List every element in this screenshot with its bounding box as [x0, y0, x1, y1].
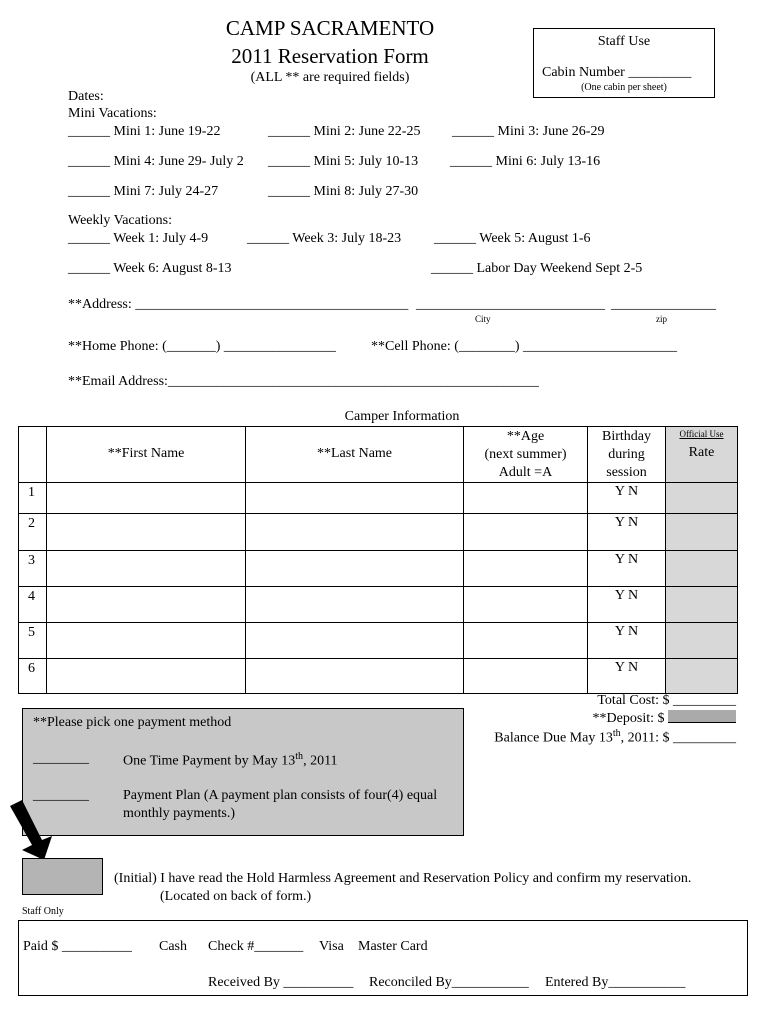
last-name-cell[interactable] [246, 483, 464, 514]
birthday-yn[interactable]: Y N [588, 623, 666, 659]
camper-header-row [19, 427, 738, 483]
week-option-5[interactable]: ______ Week 5: August 1-6 [434, 231, 591, 246]
camper-row [19, 659, 738, 694]
rate-header: Official Use Rate [666, 427, 738, 483]
rate-cell [666, 587, 738, 623]
row-number: 5 [19, 623, 47, 659]
week-option-6[interactable]: ______ Week 6: August 8-13 [68, 261, 232, 276]
received-by-field[interactable]: Received By __________ [208, 975, 354, 990]
birthday-yn[interactable]: Y N [588, 551, 666, 587]
mastercard-option[interactable]: Master Card [358, 939, 428, 954]
first-name-cell[interactable] [47, 623, 246, 659]
first-name-cell[interactable] [47, 587, 246, 623]
zip-label: zip [656, 314, 667, 324]
deposit-label: **Deposit: $ [592, 711, 668, 726]
number-header [19, 427, 47, 483]
visa-option[interactable]: Visa [319, 939, 344, 954]
last-name-cell[interactable] [246, 587, 464, 623]
mini-option-5[interactable]: ______ Mini 5: July 10-13 [268, 154, 419, 169]
required-note: (ALL ** are required fields) [250, 70, 410, 85]
first-name-cell[interactable] [47, 483, 246, 514]
mini-option-2[interactable]: ______ Mini 2: June 22-25 [268, 124, 421, 139]
rate-cell [666, 623, 738, 659]
form-title: CAMP SACRAMENTO [225, 16, 435, 40]
form-subtitle: 2011 Reservation Form [231, 44, 429, 68]
one-time-blank[interactable]: ________ [33, 751, 89, 766]
age-cell[interactable] [464, 623, 588, 659]
mini-option-6[interactable]: ______ Mini 6: July 13-16 [450, 154, 601, 169]
camper-row [19, 514, 738, 551]
city-field[interactable]: ___________________________ [416, 297, 605, 312]
staff-only-label: Staff Only [22, 906, 64, 917]
camper-row [19, 483, 738, 514]
deposit-shaded-blank [668, 710, 736, 723]
rate-cell [666, 659, 738, 694]
weekly-vacations-label: Weekly Vacations: [68, 213, 172, 228]
camper-table [18, 426, 738, 694]
paid-field[interactable]: Paid $ __________ [23, 939, 132, 954]
one-time-payment-option: One Time Payment by May 13th, 2011 [123, 751, 338, 769]
age-cell[interactable] [464, 659, 588, 694]
week-option-1[interactable]: ______ Week 1: July 4-9 [68, 231, 209, 246]
birthday-yn[interactable]: Y N [588, 659, 666, 694]
cabin-number-field[interactable]: Cabin Number _________ [542, 65, 692, 80]
rate-cell [666, 514, 738, 551]
row-number: 1 [19, 483, 47, 514]
camper-row [19, 623, 738, 659]
age-cell[interactable] [464, 587, 588, 623]
age-cell[interactable] [464, 483, 588, 514]
reconciled-by-field[interactable]: Reconciled By___________ [369, 975, 529, 990]
initial-box[interactable] [22, 858, 103, 895]
last-name-cell[interactable] [246, 659, 464, 694]
zip-field[interactable]: _______________ [611, 297, 716, 312]
last-name-cell[interactable] [246, 623, 464, 659]
first-name-header: **First Name [47, 427, 246, 483]
arrow-down-icon [2, 798, 64, 862]
camper-row [19, 551, 738, 587]
cell-phone-field[interactable]: **Cell Phone: (________) ______________________ [371, 339, 678, 354]
cabin-note: (One cabin per sheet) [581, 82, 667, 93]
balance-due[interactable]: Balance Due May 13th, 2011: $ _________ [494, 728, 736, 746]
row-number: 6 [19, 659, 47, 694]
birthday-yn[interactable]: Y N [588, 514, 666, 551]
total-cost[interactable]: Total Cost: $ _________ [597, 693, 736, 708]
dates-label: Dates: [68, 89, 104, 104]
first-name-cell[interactable] [47, 659, 246, 694]
labor-day-option[interactable]: ______ Labor Day Weekend Sept 2-5 [431, 261, 643, 276]
last-name-cell[interactable] [246, 514, 464, 551]
home-phone-field[interactable]: **Home Phone: (_______) ________________ [68, 339, 336, 354]
row-number: 3 [19, 551, 47, 587]
week-option-3[interactable]: ______ Week 3: July 18-23 [247, 231, 402, 246]
row-number: 2 [19, 514, 47, 551]
birthday-header: Birthday during session [588, 427, 666, 483]
cash-option[interactable]: Cash [159, 939, 187, 954]
mini-option-7[interactable]: ______ Mini 7: July 24-27 [68, 184, 219, 199]
camper-info-title: Camper Information [344, 409, 460, 424]
camper-row [19, 587, 738, 623]
birthday-yn[interactable]: Y N [588, 483, 666, 514]
email-field[interactable]: **Email Address:_____________________________________________________ [68, 374, 539, 389]
mini-option-3[interactable]: ______ Mini 3: June 26-29 [452, 124, 605, 139]
check-number-field[interactable]: Check #_______ [208, 939, 304, 954]
staff-use-box [533, 28, 715, 98]
mini-option-1[interactable]: ______ Mini 1: June 19-22 [68, 124, 221, 139]
agreement-location-note: (Located on back of form.) [160, 889, 312, 904]
address-field[interactable]: **Address: _______________________________________ [68, 297, 409, 312]
age-cell[interactable] [464, 551, 588, 587]
entered-by-field[interactable]: Entered By___________ [545, 975, 686, 990]
payment-method-box [22, 708, 464, 836]
birthday-yn[interactable]: Y N [588, 587, 666, 623]
rate-cell [666, 551, 738, 587]
age-cell[interactable] [464, 514, 588, 551]
staff-only-box [18, 920, 748, 996]
agreement-text: (Initial) I have read the Hold Harmless Agreement and Reservation Policy and confirm my reservation. [114, 871, 692, 886]
payment-plan-note: monthly payments.) [123, 806, 235, 821]
payment-plan-option: Payment Plan (A payment plan consists of four(4) equal [123, 788, 438, 803]
city-label: City [475, 314, 491, 324]
first-name-cell[interactable] [47, 514, 246, 551]
deposit-field[interactable] [593, 710, 736, 727]
mini-option-8[interactable]: ______ Mini 8: July 27-30 [268, 184, 419, 199]
rate-cell [666, 483, 738, 514]
last-name-header: **Last Name [246, 427, 464, 483]
payment-title: **Please pick one payment method [33, 715, 232, 730]
payment-plan-blank[interactable]: ________ [33, 788, 89, 803]
age-header: **Age (next summer) Adult =A [464, 427, 588, 483]
mini-vacations-label: Mini Vacations: [68, 106, 157, 121]
first-name-cell[interactable] [47, 551, 246, 587]
mini-option-4[interactable]: ______ Mini 4: June 29- July 2 [68, 154, 244, 169]
staff-use-title: Staff Use [597, 34, 651, 49]
row-number: 4 [19, 587, 47, 623]
last-name-cell[interactable] [246, 551, 464, 587]
